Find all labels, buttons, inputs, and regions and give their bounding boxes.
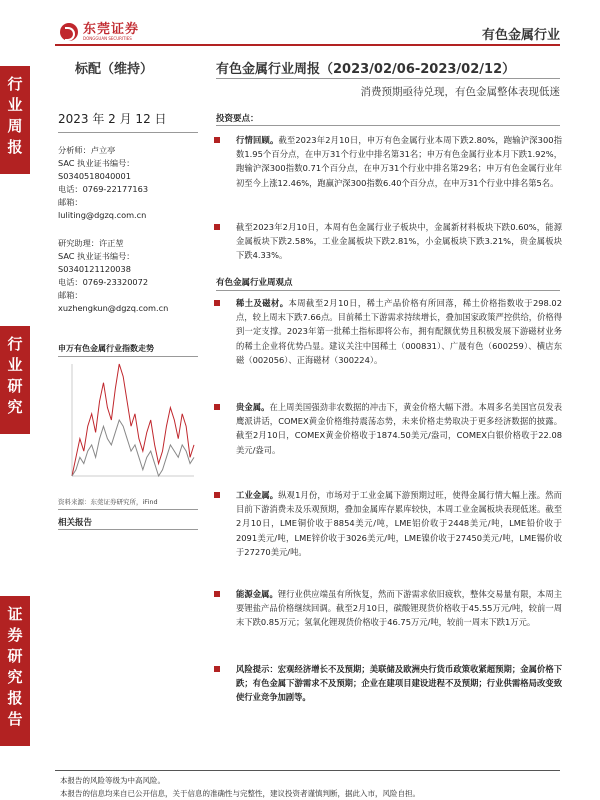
weekly-views-heading: 有色金属行业周观点 [216,278,293,288]
analyst-email-label: 邮箱： [58,197,83,207]
logo-name-en: DONGGUAN SECURITIES [83,36,132,41]
text-industrial-metals: 纵观1月份，市场对于工业金属下游预期过旺，使得金属行情大幅上涨。然而目前下游消费未及乐观预期，叠加金属库存累库较快，本周工业金属板块表现低迷。截至2月10日，LME铜价收于8854美元/吨，LME铝价收于2448美元/吨，LME铅价收于2091美元/吨，LME锌价收于3026美元/吨，LME镍价收于27450美元/吨，LME锡价收于27270美元/吨。 [236,490,562,557]
analyst-phone: 电话：0769-22177163 [58,184,149,194]
rating: 标配（维持） [75,62,154,77]
report-subtitle: 消费预期亟待兑现，有色金属整体表现低迷 [360,86,560,98]
analyst-info [58,144,148,222]
assistant-email-label: 邮箱： [58,290,83,300]
company-logo [60,22,139,42]
paragraph-rare-earth [216,296,562,367]
logo-mark-icon [60,23,78,41]
assistant-sac-label: SAC 执业证书编号： [58,251,135,261]
chart-title-rule [58,356,198,357]
key-points-heading: 投资要点： [216,114,259,124]
text-sub-sectors: 截至2023年2月10日，本周有色金属行业子板块中，金属新材料板块下跌0.60%，能源金属板块下跌2.58%，工业金属板块下跌2.81%，小金属板块下跌3.21%，贵金属板块下跌4.33%。 [236,222,562,261]
bullet-square-icon [214,137,220,143]
report-title: 有色金属行业周报（2023/02/06-2023/02/12） [216,62,516,77]
bullet-square-icon [214,404,220,410]
paragraph-precious-metals [216,400,562,457]
sidebar-block-securities: 证 券 研 究 报 告 [0,596,30,746]
logo-name: 东莞证券 [83,22,140,37]
text-energy-metals: 锂行业供应端虽有所恢复，然而下游需求依旧疲软，整体交易量有限，本周主要锂盐产品价格继续回调。截至2月10日，碳酸锂现货价格收于45.55万元/吨，较前一周末下跌0.85万元；氢氧化锂现货价格收于46.75万元/吨，较前一周末下跌1万元。 [236,589,562,628]
label-precious-metals: 贵金属。 [236,402,270,412]
sidebar-block-report-type: 行 业 周 报 [0,66,30,174]
related-reports-heading: 相关报告 [58,518,93,528]
industry-tag: 有色金属行业 [481,28,560,43]
bullet-square-icon [214,591,220,597]
bullet-square-icon [214,492,220,498]
assistant-email[interactable]: xuzhengkun@dgzq.com.cn [58,303,169,313]
assistant-info [58,237,168,315]
paragraph-sub-sectors [216,220,562,263]
sidebar-block-research: 行 业 研 究 [0,326,30,434]
chart-title: 申万有色金属行业指数走势 [58,344,154,353]
text-risk-warning: 风险提示：宏观经济增长不及预期；美联储及欧洲央行货币政策收紧超预期；金属价格下跌；有色金属下游需求不及预期；企业在建项目建设进程不及预期；行业供需格局改变致使行业竞争加剧等。 [236,664,562,703]
chart-series-line-0 [72,364,194,476]
assistant-phone: 电话：0769-23320072 [58,277,149,287]
footer-risk-level: 本报告的风险等级为中高风险。 [60,776,165,785]
text-precious-metals: 在上周美国强劲非农数据的冲击下，黄金价格大幅下滑。本周多名美国官员发表鹰派讲话，COMEX黄金价格维持震荡态势，未来价格走势取决于更多经济数据的披露。截至2月10日，COMEX黄金价格收于1874.50美元/盎司，COMEX白银价格收于22.08美元/盎司。 [236,402,562,455]
bullet-square-icon [214,224,220,230]
analyst-name: 分析师：卢立亭 [58,145,116,155]
header-rule [55,44,560,46]
text-market-review: 截至2023年2月10日，申万有色金属行业本周下跌2.80%，跑输沪深300指数1.95个百分点，在申万31个行业中排名第31名；申万有色金属行业本月下跌1.92%，跑输沪深300指数0.71个百分点，在申万31个行业中排名第29名；申万有色金属行业年初至今上涨12.46%，跑赢沪深300指数6.40个百分点，在申万31个行业中排名第5名。 [236,135,562,188]
footer-disclaimer: 本报告的信息均来自已公开信息，关于信息的准确性与完整性，建议投资者谨慎判断，据此入市，风险自担。 [60,789,420,798]
label-energy-metals: 能源金属。 [236,589,278,599]
report-date: 2023 年 2 月 12 日 [58,112,167,126]
weekly-views-rule [216,290,560,291]
chart-source-rule [58,509,198,510]
title-rule [216,78,560,79]
label-market-review: 行情回顾。 [236,135,279,145]
bullet-square-icon [214,300,220,306]
assistant-name: 研究助理：许正堃 [58,238,124,248]
chart-source: 资料来源：东莞证券研究所，iFind [58,498,158,506]
text-rare-earth: 本周截至2月10日，稀土产品价格有所回落，稀土价格指数收于298.02点，较上周末下跌7.66点。目前稀土下游需求持续增长，叠加国家政策严控供给，价格得到一定支撑。2023年第一批稀土指标即将公布，拥有配额优势且积极发展下游磁材业务的稀土企业将优势凸显。建议关注中国稀土（000831）、广晟有色（600259）、横店东磁（002056）、正海磁材（300224）。 [236,298,562,365]
label-rare-earth: 稀土及磁材。 [236,298,289,308]
label-industrial-metals: 工业金属。 [236,490,279,500]
date-rule [58,132,198,133]
footer-rule [55,770,560,771]
analyst-sac: S0340518040001 [58,171,131,181]
analyst-sac-label: SAC 执业证书编号： [58,158,135,168]
key-points-rule [216,125,560,126]
analyst-email[interactable]: luliting@dgzq.com.cn [58,210,147,220]
index-trend-chart [58,358,198,490]
paragraph-energy-metals [216,587,562,630]
assistant-sac: S0340121120038 [58,264,131,274]
bullet-square-icon [214,666,220,672]
paragraph-risk-warning [216,662,562,705]
paragraph-market-review [216,133,562,190]
paragraph-industrial-metals [216,488,562,559]
related-rule [58,529,198,530]
